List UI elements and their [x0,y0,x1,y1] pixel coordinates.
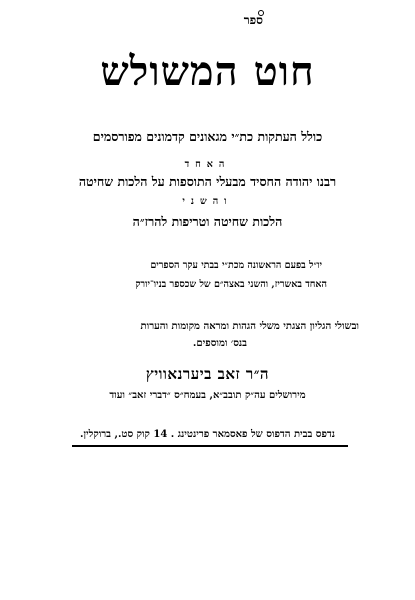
author-name: ה״ר זאב ביערנאוויץ [145,365,270,383]
book-label: ספר [243,13,263,27]
notes-line-1: ובשולי הגליון הצגתי משלי הגהות ומראה מקומות והערות [140,321,359,332]
second-label: והשני [182,196,233,207]
notes-line-2: בנס׳ ומוספים. [192,338,247,349]
printing-line-1: יו״ל בפעם הראשונה מכת״י בבתי עקר הספרים [150,260,322,271]
second-text: הלכות שחיטה וטריפות להרז״ה [132,214,283,229]
publisher-underline [72,445,348,447]
main-title: חוט המשולש [100,48,315,95]
first-label: האחד [184,159,231,170]
author-info: מירושלים עה״ק תובב״א, בעמח״ס ״דברי זאב״ ועוד [109,390,306,401]
printing-line-2: האחד באשריז, והשני באצה״ם של שכספר בניו־יורק [135,279,327,290]
subtitle: כולל העתקות כת״י מגאונים קדמונים מפורסמים [92,129,323,144]
publisher-line: נדפס בבית הדפוס של פאסמאר פרינטינג . 14 קוק סט., ברוקלין. [80,429,335,440]
first-text: רבנו יהודה החסיד מבעלי התוספות על הלכות שחיטה [78,174,337,189]
